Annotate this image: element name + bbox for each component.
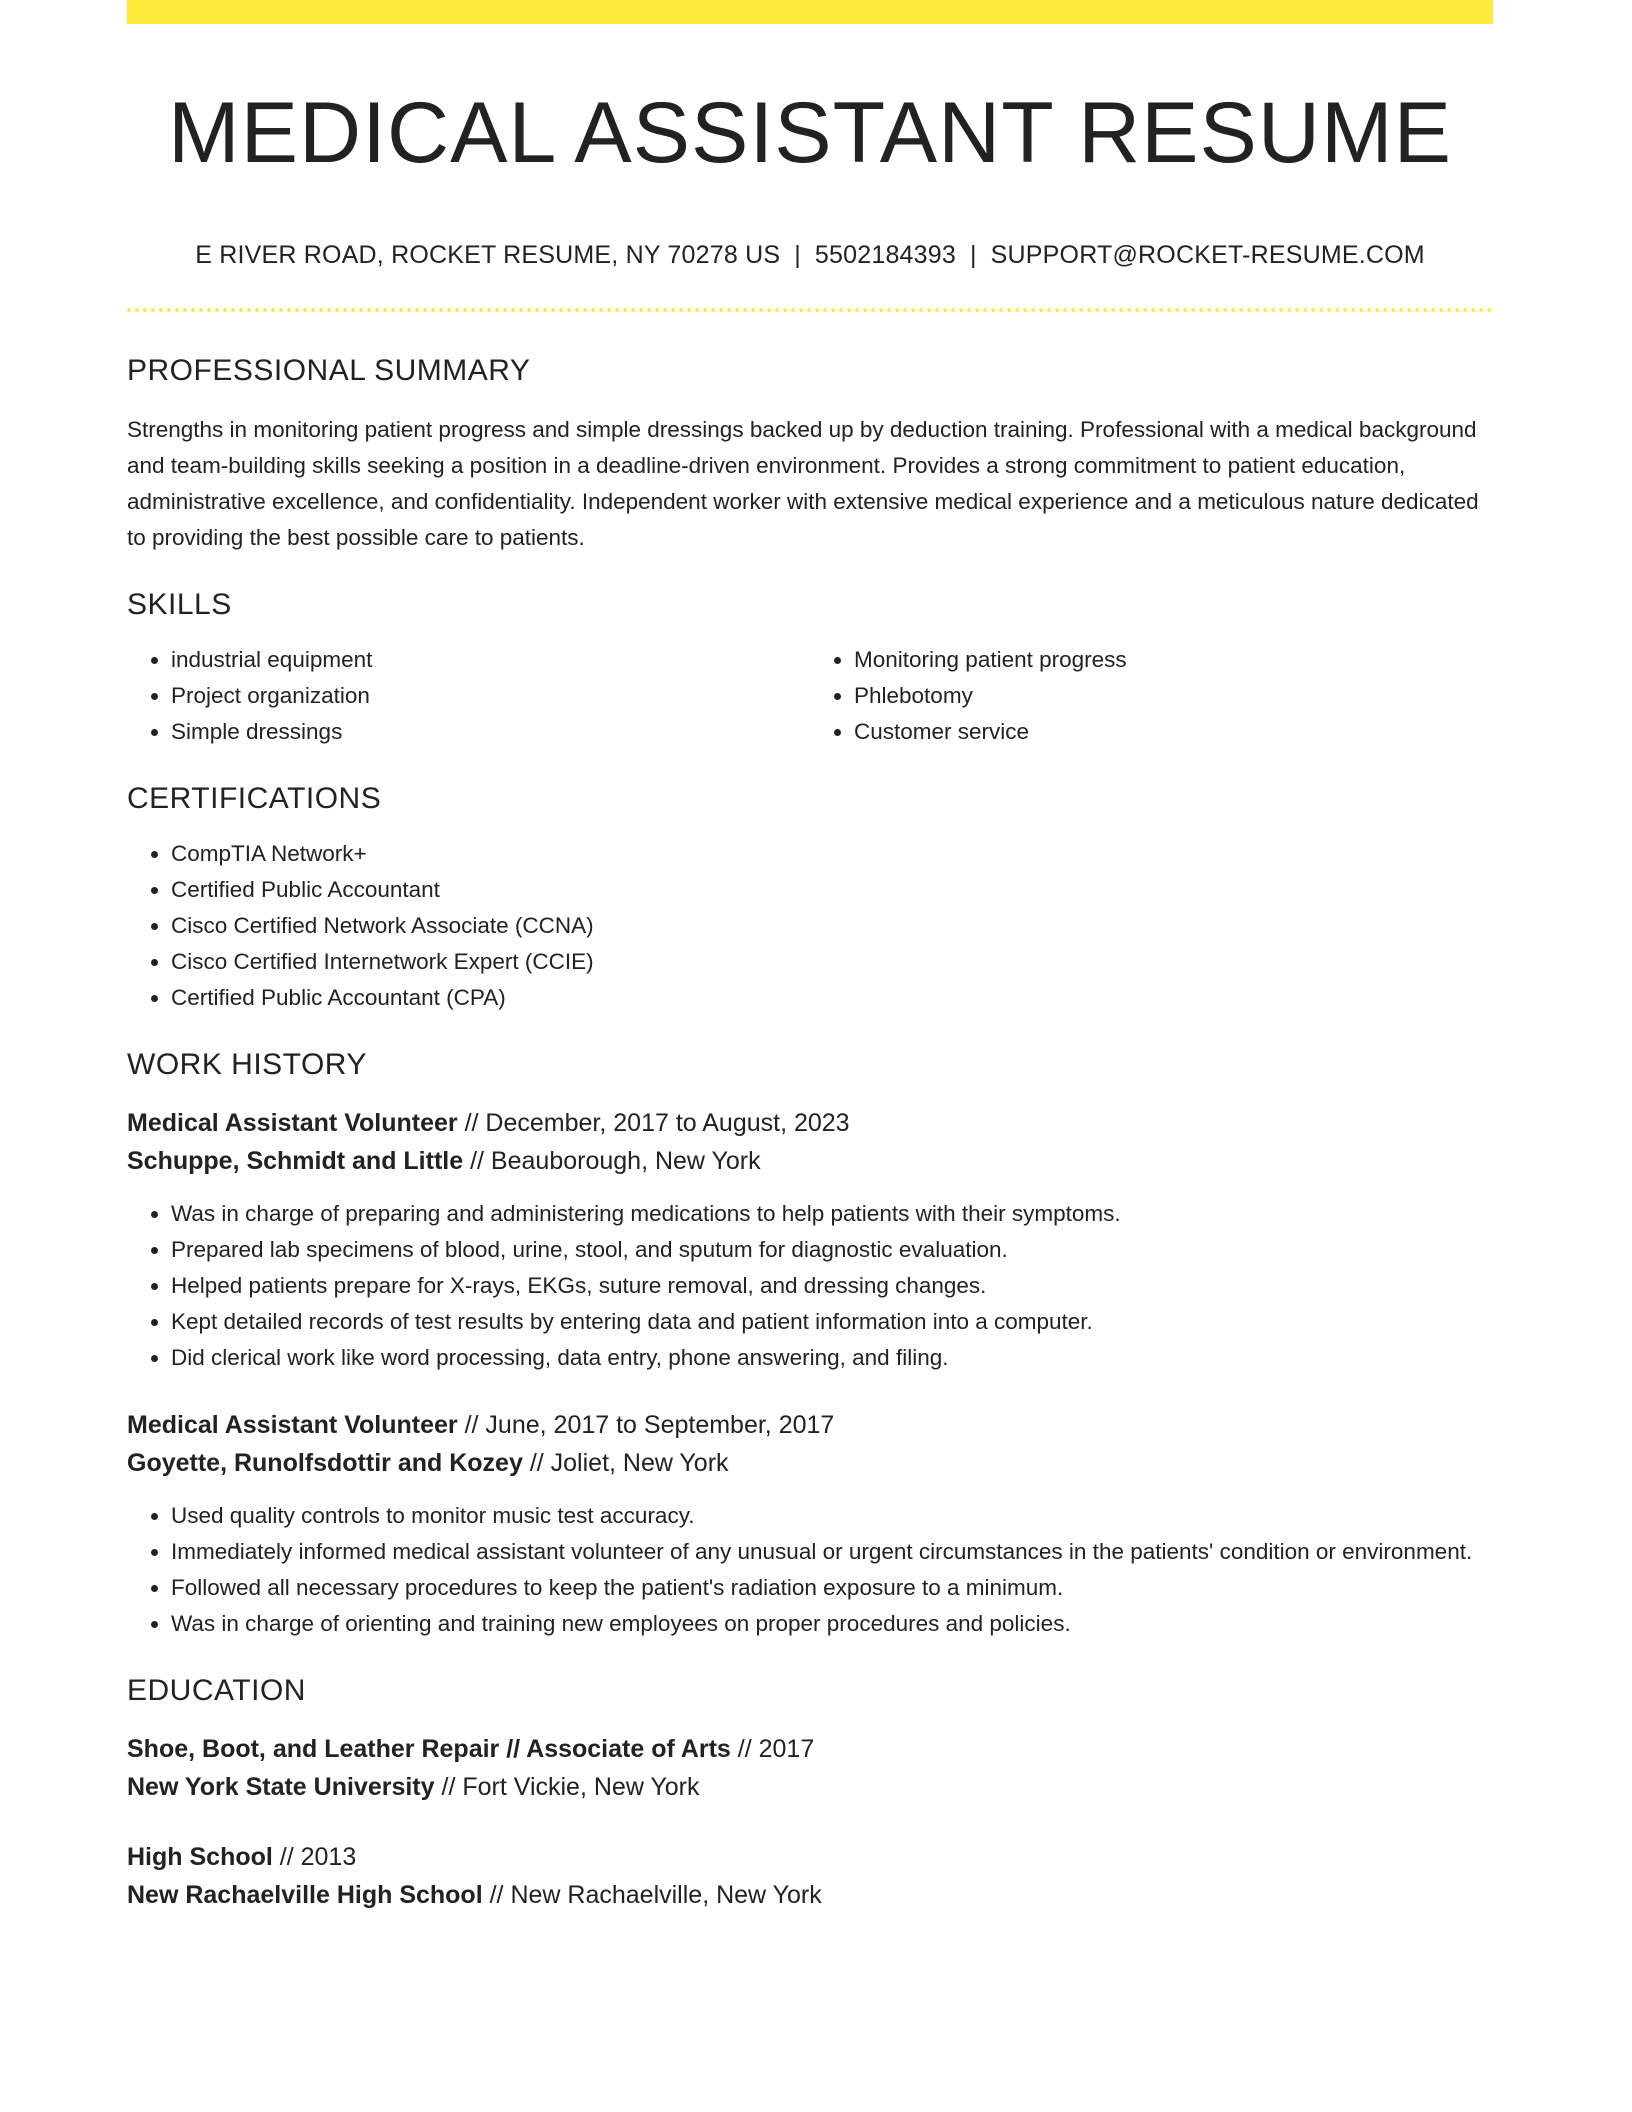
- job-duty: • Kept detailed records of test results by entering data and patient information into a computer.: [171, 1304, 1493, 1340]
- certifications-list: [127, 836, 1493, 1016]
- certifications-section: [127, 782, 1493, 1016]
- certification-item: • Certified Public Accountant (CPA): [171, 980, 1493, 1016]
- job-duty: • Followed all necessary procedures to keep the patient's radiation exposure to a minimum.: [171, 1570, 1493, 1606]
- job-duty: • Helped patients prepare for X-rays, EKGs, suture removal, and dressing changes.: [171, 1268, 1493, 1304]
- education-degree-line: [127, 1730, 1493, 1768]
- contact-email: SUPPORT@ROCKET-RESUME.COM: [990, 240, 1425, 269]
- education-location: // New Rachaelville, New York: [489, 1880, 822, 1909]
- education-entry: [127, 1730, 1493, 1806]
- job-duty: • Did clerical work like word processing, data entry, phone answering, and filing.: [171, 1340, 1493, 1376]
- job-role: Medical Assistant Volunteer: [127, 1108, 458, 1137]
- skill-item: • Project organization: [171, 678, 810, 714]
- job-company-line: [127, 1142, 1493, 1180]
- skills-grid: [127, 642, 1493, 750]
- job-duty: • Used quality controls to monitor music test accuracy.: [171, 1498, 1493, 1534]
- skill-item: • Monitoring patient progress: [854, 642, 1493, 678]
- education-degree: High School: [127, 1842, 273, 1871]
- certification-item: • CompTIA Network+: [171, 836, 1493, 872]
- job-duty: • Prepared lab specimens of blood, urine, stool, and sputum for diagnostic evaluation.: [171, 1232, 1493, 1268]
- certification-item: • Cisco Certified Internetwork Expert (CCIE): [171, 944, 1493, 980]
- job-entry: [127, 1104, 1493, 1376]
- dotted-divider: [127, 308, 1493, 312]
- education-school: New York State University: [127, 1772, 435, 1801]
- job-dates: // December, 2017 to August, 2023: [464, 1108, 850, 1137]
- job-duty: • Was in charge of orienting and training new employees on proper procedures and policies.: [171, 1606, 1493, 1642]
- contact-address: E RIVER ROAD, ROCKET RESUME, NY 70278 US: [195, 240, 781, 269]
- job-dates: // June, 2017 to September, 2017: [464, 1410, 835, 1439]
- education-degree-line: [127, 1838, 1493, 1876]
- job-company: Schuppe, Schmidt and Little: [127, 1146, 464, 1175]
- skill-item: • Phlebotomy: [854, 678, 1493, 714]
- education-location: // Fort Vickie, New York: [441, 1772, 700, 1801]
- education-school: New Rachaelville High School: [127, 1880, 483, 1909]
- education-school-line: [127, 1768, 1493, 1806]
- skill-item: • industrial equipment: [171, 642, 810, 678]
- education-year: // 2013: [279, 1842, 357, 1871]
- contact-separator: |: [794, 240, 801, 269]
- education-degree: Shoe, Boot, and Leather Repair // Associate of Arts: [127, 1734, 731, 1763]
- resume-page: [127, 0, 1493, 1914]
- contact-separator: |: [969, 240, 977, 269]
- job-duty: • Was in charge of preparing and administering medications to help patients with their symptoms.: [171, 1196, 1493, 1232]
- section-title-summary: PROFESSIONAL SUMMARY: [127, 353, 531, 387]
- summary-text: Strengths in monitoring patient progress and simple dressings backed up by deduction training. Professional with a medical background and team-building skills seeking a position in a deadline-driven environment. Provides a strong commitment to patient education, administrative excellence, and confidentiality. Independent worker with extensive medical experience and a meticulous nature dedicated to providing the best possible care to patients.: [127, 416, 1479, 550]
- skills-list-right: [810, 642, 1493, 750]
- job-duty: • Immediately informed medical assistant volunteer of any unusual or urgent circumstances in the patients' condition or environment.: [171, 1534, 1493, 1570]
- job-company-line: [127, 1444, 1493, 1482]
- job-heading: [127, 1104, 1493, 1142]
- section-title-work: WORK HISTORY: [127, 1047, 367, 1081]
- job-duties: [127, 1498, 1493, 1642]
- section-title-education: EDUCATION: [127, 1673, 306, 1707]
- resume-title: MEDICAL ASSISTANT RESUME: [167, 85, 1453, 181]
- certification-item: • Certified Public Accountant: [171, 872, 1493, 908]
- skills-section: [127, 588, 1493, 750]
- education-year: // 2017: [737, 1734, 815, 1763]
- job-location: // Beauborough, New York: [470, 1146, 761, 1175]
- summary-section: [127, 354, 1493, 556]
- section-title-skills: SKILLS: [127, 587, 232, 621]
- certification-item: • Cisco Certified Network Associate (CCNA): [171, 908, 1493, 944]
- job-entry: [127, 1406, 1493, 1642]
- section-title-certifications: CERTIFICATIONS: [127, 781, 382, 815]
- skills-list-left: [127, 642, 810, 750]
- job-company: Goyette, Runolfsdottir and Kozey: [127, 1448, 523, 1477]
- job-role: Medical Assistant Volunteer: [127, 1410, 458, 1439]
- job-location: // Joliet, New York: [529, 1448, 729, 1477]
- job-heading: [127, 1406, 1493, 1444]
- skill-item: • Customer service: [854, 714, 1493, 750]
- work-history-section: [127, 1048, 1493, 1642]
- contact-line: [127, 241, 1493, 270]
- skill-item: • Simple dressings: [171, 714, 810, 750]
- education-entry: [127, 1838, 1493, 1914]
- contact-phone: 5502184393: [814, 240, 956, 269]
- accent-bar: [127, 0, 1493, 24]
- job-duties: [127, 1196, 1493, 1376]
- education-school-line: [127, 1876, 1493, 1914]
- education-section: [127, 1674, 1493, 1914]
